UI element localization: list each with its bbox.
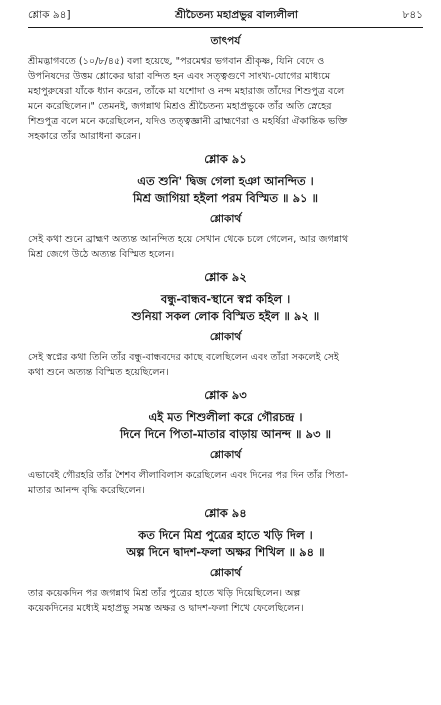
verse-section-93 <box>28 387 423 498</box>
header-verse-ref: শ্লোক ৯৪] <box>28 9 71 21</box>
verse-section-92 <box>28 269 423 380</box>
verse-number: শ্লোক ৯১ <box>204 152 247 166</box>
verse-line: এত শুনি' দ্বিজ গেলা হঞা আনন্দিত । <box>137 174 314 188</box>
verse-line: দিনে দিনে পিতা-মাতার বাড়ায় আনন্দ ॥ ৯৩ ॥ <box>119 427 331 441</box>
page-number: ৮৪১ <box>402 9 423 21</box>
verse-section-94 <box>28 505 423 616</box>
purport-line: উপনিষদের উত্তম শ্লোকের দ্বারা বন্দিত হন এবং সত্ত্বগুণে সাংখ্য-যোগের মাধ্যমে <box>28 71 331 82</box>
translation-line: সেই স্বপ্নের কথা তিনি তাঁর বন্ধু-বান্ধবদের কাছে বলেছিলেন এবং তাঁরা সকলেই সেই <box>28 352 339 363</box>
translation-line: তার কয়েকদিন পর জগন্নাথ মিশ্র তাঁর পুত্রের হাতে খড়ি দিয়েছিলেন। অল্প <box>28 588 301 599</box>
translation-heading: শ্লোকার্থ <box>209 567 242 579</box>
purport-line: সহকারে তাঁর আরাধনা করেন। <box>28 131 141 142</box>
translation-line: মিশ্র জেগে উঠে অত্যন্ত বিস্মিত হলেন। <box>28 249 175 260</box>
purport-body <box>28 54 423 144</box>
page-header <box>28 8 423 26</box>
translation-heading: শ্লোকার্থ <box>209 449 242 461</box>
header-rule <box>28 27 423 28</box>
purport-line: শিশুপুত্র বলে মনে করেছিলেন, যদিও তত্ত্বজ্ঞানী ব্রাহ্মণেরা ও মহর্ষিরা ঐকান্তিক ভক্তি <box>28 116 348 127</box>
translation-line: সেই কথা শুনে ব্রাহ্মণ অত্যন্ত আনন্দিত হয়ে সেখান থেকে চলে গেলেন, আর জগন্নাথ <box>28 234 349 245</box>
verse-section-91 <box>28 151 423 262</box>
verse-line: বন্ধু-বান্ধব-স্থানে স্বপ্ন কহিল । <box>160 292 291 306</box>
translation-line: কয়েকদিনের মধ্যেই মহাপ্রভু সমস্ত অক্ষর ও দ্বাদশ-ফলা শিখে ফেলেছিলেন। <box>28 603 304 614</box>
translation-line: কথা শুনে অত্যন্ত বিস্মিত হয়েছিলেন। <box>28 367 169 378</box>
purport-line: মনে করেছিলেন।" তেমনই, জগন্নাথ মিশ্রও শ্রীচৈতন্য মহাপ্রভুকে তাঁর অতি স্নেহের <box>28 101 332 112</box>
purport-line: শ্রীমদ্ভাগবতে (১০/৮/৪৫) বলা হয়েছে, "পরমেশ্বর ভগবান শ্রীকৃষ্ণ, যিনি বেদে ও <box>28 56 325 67</box>
verse-number: শ্লোক ৯৪ <box>204 506 247 520</box>
translation-heading: শ্লোকার্থ <box>209 213 242 225</box>
header-chapter-title: শ্রীচৈতন্য মহাপ্রভুর বাল্যলীলা <box>175 9 298 21</box>
verse-number: শ্লোক ৯৩ <box>204 388 247 402</box>
translation-heading: শ্লোকার্থ <box>209 331 242 343</box>
verse-line: এই মত শিশুলীলা করে গৌরচন্দ্র । <box>148 410 303 424</box>
verse-line: অল্প দিনে দ্বাদশ-ফলা অক্ষর শিখিল ॥ ৯৪ ॥ <box>126 545 325 559</box>
translation-line: মাতার আনন্দ বৃদ্ধি করেছিলেন। <box>28 485 145 496</box>
purport-heading: তাৎপর্য <box>210 35 241 47</box>
verse-line: কত দিনে মিশ্র পুত্রের হাতে খড়ি দিল । <box>138 528 313 542</box>
verse-line: মিশ্র জাগিয়া হইলা পরম বিস্মিত ॥ ৯১ ॥ <box>132 191 319 205</box>
verse-line: শুনিয়া সকল লোক বিস্মিত হইল ॥ ৯২ ॥ <box>131 309 320 323</box>
translation-line: এভাবেই গৌরহরি তাঁর শৈশব লীলাবিলাস করেছিলেন এবং দিনের পর দিন তাঁর পিতা- <box>28 470 349 481</box>
purport-line: মহাপুরুষেরা যাঁকে ধ্যান করেন, তাঁকে মা যশোদা ও নন্দ মহারাজ তাঁদের শিশুপুত্র বলে <box>28 86 345 97</box>
verse-number: শ্লোক ৯২ <box>204 270 247 284</box>
